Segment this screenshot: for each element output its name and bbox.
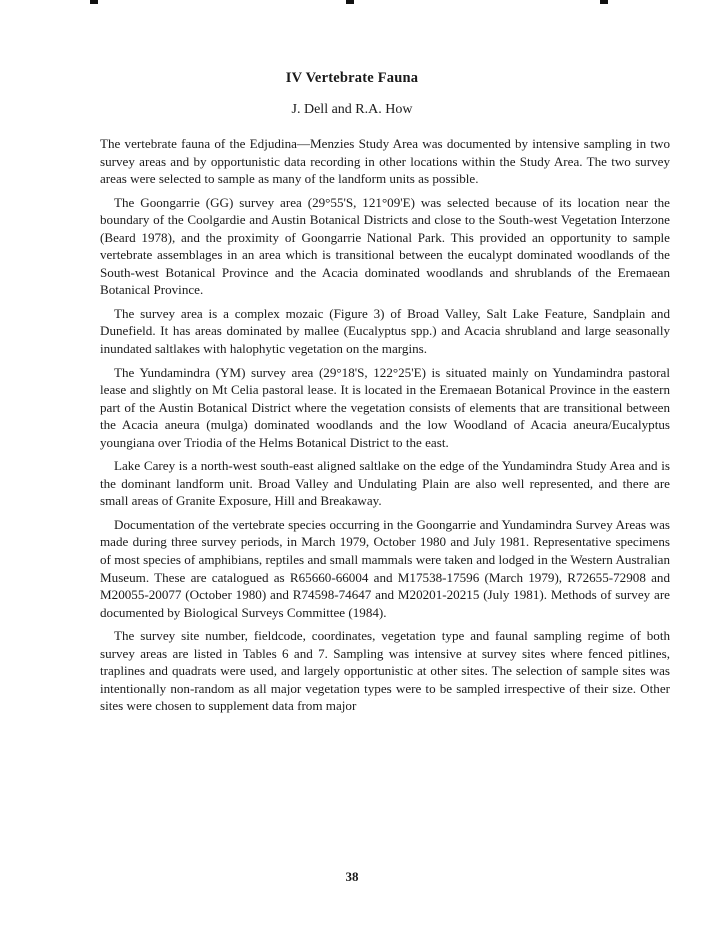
scan-mark bbox=[600, 0, 608, 4]
paragraph: The Yundamindra (YM) survey area (29°18'S, 122°25'E) is situated mainly on Yundamindra pastoral lease and slightly on Mt Celia pastoral lease. It is located in the Eremaean Botanical Province in the eastern part of the Austin Botanical District where the vegetation consists of elements that are transitional between the Acacia aneura (mulga) dominated woodlands and the low Woodland of Acacia aneura/Eucalyptus youngiana over Triodia of the Helms Botanical District to the east. bbox=[100, 364, 670, 450]
paragraph: Lake Carey is a north-west south-east aligned saltlake on the edge of the Yundamindra Study Area and is the dominant landform unit. Broad Valley and Undulating Plain are also well represented, and there are small areas of Granite Exposure, Hill and Breakaway. bbox=[100, 458, 670, 509]
paragraph: The vertebrate fauna of the Edjudina—Menzies Study Area was documented by intensive sampling in two survey areas and by opportunistic data recording in other locations within the Study Area. The two survey areas were selected to sample as many of the landform units as possible. bbox=[100, 136, 670, 187]
body-text bbox=[100, 135, 670, 721]
scan-mark bbox=[90, 0, 98, 4]
page-number: 38 bbox=[345, 869, 359, 884]
section-heading: IV Vertebrate Fauna bbox=[285, 70, 419, 86]
authors-line: J. Dell and R.A. How bbox=[291, 102, 413, 117]
paragraph: Documentation of the vertebrate species occurring in the Goongarrie and Yundamindra Survey Areas was made during three survey periods, in March 1979, October 1980 and July 1981. Representative specimens of most species of amphibians, reptiles and small mammals were taken and lodged in the Western Australian Museum. These are catalogued as R65660-66004 and M17538-17596 (March 1979), R72655-72908 and M20055-20077 (October 1980) and R74598-74647 and M20201-20215 (July 1981). Methods of survey are documented by Biological Surveys Committee (1984). bbox=[100, 516, 670, 620]
paragraph: The survey area is a complex mozaic (Figure 3) of Broad Valley, Salt Lake Feature, Sandplain and Dunefield. It has areas dominated by mallee (Eucalyptus spp.) and Acacia shrubland and large seasonally inundated saltlakes with halophytic vegetation on the margins. bbox=[100, 305, 670, 357]
scan-edge-marks bbox=[0, 0, 704, 6]
paragraph: The survey site number, fieldcode, coordinates, vegetation type and faunal sampling regime of both survey areas are listed in Tables 6 and 7. Sampling was intensive at survey sites where fenced pitlines, traplines and quadrats were used, and largely opportunistic at other sites. The selection of sample sites was intentionally non-random as all major vegetation types were to be sampled irrespective of their size. Other sites were chosen to supplement data from major bbox=[100, 628, 670, 714]
paragraph: The Goongarrie (GG) survey area (29°55'S, 121°09'E) was selected because of its location near the boundary of the Coolgardie and Austin Botanical Districts and close to the South-west Vegetation Interzone (Beard 1978), and the proximity of Goongarrie National Park. This provided an opportunity to sample vertebrate assemblages in an area which is transitional between the eucalypt dominated woodlands of the South-west Botanical Province and the Acacia dominated woodlands and shrublands of the Eremaean Botanical Province. bbox=[100, 194, 670, 298]
scan-mark bbox=[346, 0, 354, 4]
